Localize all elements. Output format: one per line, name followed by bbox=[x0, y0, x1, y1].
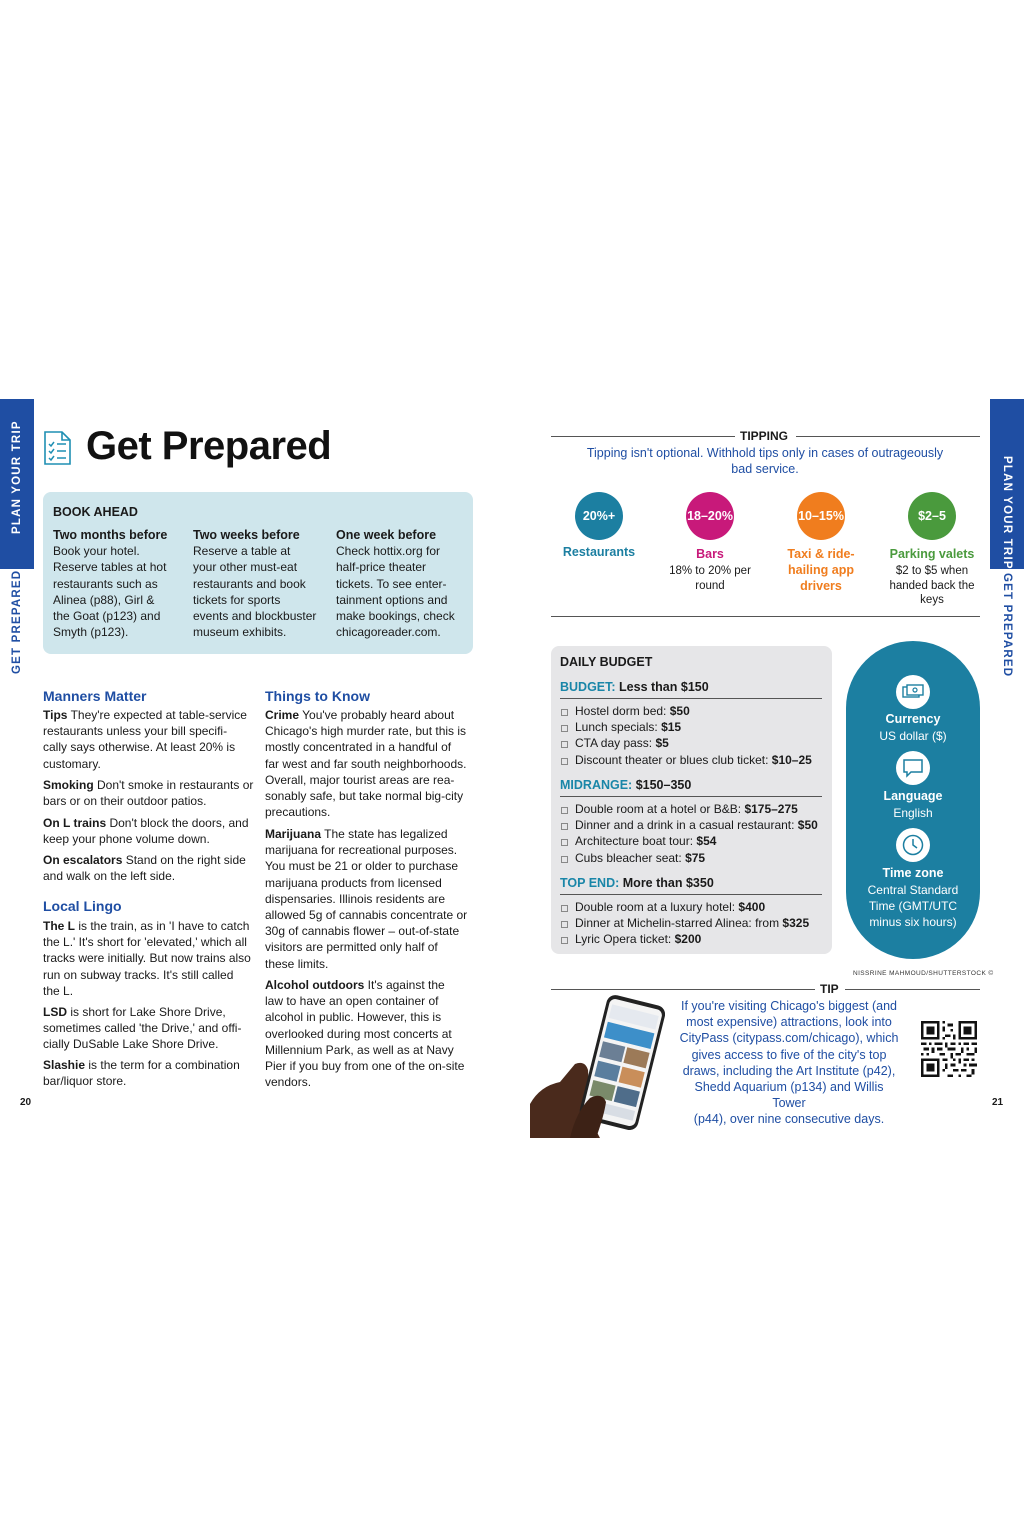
book-ahead-line: your other must-eat bbox=[193, 560, 298, 575]
line: run on subway tracks. It's still called bbox=[43, 967, 234, 982]
book-ahead-heading: BOOK AHEAD bbox=[53, 505, 138, 519]
book-ahead-line: restaurants such as bbox=[53, 576, 158, 591]
book-ahead-line: Reserve tables at hot bbox=[53, 560, 167, 575]
list-item: Dinner and a drink in a casual restaurant: $50 bbox=[560, 817, 818, 833]
qr-code-icon[interactable] bbox=[921, 1021, 977, 1077]
tip-circle-restaurants: 20%+ bbox=[575, 492, 623, 540]
tip-line: most expensive) attractions, look into bbox=[686, 1015, 892, 1030]
book-ahead-col-1 bbox=[53, 527, 167, 640]
money-icon bbox=[896, 675, 930, 709]
essential-value: Time (GMT/UTC bbox=[868, 899, 958, 913]
book-ahead-line: chicagoreader.com. bbox=[336, 625, 441, 640]
essential-value: US dollar ($) bbox=[879, 729, 947, 743]
manners-tips bbox=[43, 707, 258, 772]
line: dispensaries. Illinois residents are bbox=[265, 891, 446, 906]
essential-value: minus six hours) bbox=[869, 915, 957, 929]
book-ahead-line: tainment options and bbox=[336, 592, 448, 607]
budget-list bbox=[560, 703, 812, 768]
book-ahead-col-title: Two weeks before bbox=[193, 528, 300, 542]
line: is short for Lake Shore Drive, bbox=[67, 1005, 226, 1019]
book-ahead-line: Smyth (p123). bbox=[53, 625, 129, 640]
line: sonably safe, but take normal big-city bbox=[265, 789, 464, 804]
speech-bubble-icon bbox=[896, 751, 930, 785]
term: The L bbox=[43, 919, 75, 933]
things-crime bbox=[265, 707, 480, 820]
tier-rule bbox=[560, 894, 822, 895]
line: cially DuSable Lake Shore Drive. bbox=[43, 1037, 219, 1052]
left-tab-plan-your-trip: PLAN YOUR TRIP bbox=[11, 420, 23, 534]
tip-circle-bars: 18–20% bbox=[686, 492, 734, 540]
lingo-slashie bbox=[43, 1057, 263, 1089]
tip-label-restaurants: Restaurants bbox=[562, 545, 636, 559]
essential-value: English bbox=[893, 806, 933, 820]
tier-rule bbox=[560, 796, 822, 797]
tip-line: CityPass (citypass.com/chicago), which bbox=[679, 1031, 899, 1046]
book-ahead-col-title: One week before bbox=[336, 528, 437, 542]
tipping-bottom-rule bbox=[551, 616, 980, 617]
book-ahead-line: half-price theater bbox=[336, 560, 427, 575]
line: Overall, major tourist areas are rea- bbox=[265, 772, 455, 787]
tier-range: Less than $150 bbox=[619, 680, 709, 694]
line: is the term for a combination bbox=[85, 1058, 240, 1072]
tip-line: gives access to five of the city's top bbox=[691, 1047, 887, 1062]
term: Slashie bbox=[43, 1058, 86, 1072]
line: is the train, as in 'I have to catch bbox=[75, 919, 250, 933]
tip-text bbox=[679, 998, 899, 1128]
line: bar/liquor store. bbox=[43, 1074, 127, 1089]
tip-rule-right bbox=[845, 989, 980, 990]
budget-tier-budget bbox=[560, 680, 709, 694]
list-item: Hostel dorm bed: $50 bbox=[560, 703, 812, 719]
term: Crime bbox=[265, 708, 300, 722]
line: Don't smoke in restaurants or bbox=[93, 778, 254, 792]
tipping-subtitle: Tipping isn't optional. Withhold tips only in cases of outrageously bad service. bbox=[586, 446, 944, 476]
phone-in-hand-image bbox=[530, 994, 665, 1138]
things-marijuana bbox=[265, 826, 480, 972]
line: restaurants unless your bill specifi- bbox=[43, 724, 228, 739]
daily-budget-box bbox=[551, 646, 832, 954]
tip-line: draws, including the Art Institute (p42), bbox=[682, 1063, 896, 1078]
essentials-pill bbox=[846, 641, 980, 959]
essential-label: Language bbox=[883, 789, 943, 803]
book-ahead-line: make bookings, check bbox=[336, 609, 455, 624]
book-ahead-line: events and blockbuster bbox=[193, 609, 317, 624]
tier-name: BUDGET: bbox=[560, 680, 616, 694]
book-ahead-line: restaurants and book bbox=[193, 576, 306, 591]
tier-range: More than $350 bbox=[622, 876, 714, 890]
line: tracks were initially. But now trains also bbox=[43, 951, 251, 966]
tip-line: (p44), over nine consecutive days. bbox=[693, 1112, 885, 1127]
line: 30g of cannabis flower – out-of-state bbox=[265, 924, 460, 939]
list-item: Dinner at Michelin-starred Alinea: from $325 bbox=[560, 915, 809, 931]
list-item: Cubs bleacher seat: $75 bbox=[560, 850, 818, 866]
manners-heading: Manners Matter bbox=[43, 688, 147, 704]
tip-heading: TIP bbox=[820, 982, 839, 996]
budget-tier-midrange bbox=[560, 778, 691, 792]
book-ahead-col-title: Two months before bbox=[53, 528, 168, 542]
tip-circle-valets: $2–5 bbox=[908, 492, 956, 540]
line: It's against the bbox=[364, 978, 445, 992]
tip-circle-taxi: 10–15% bbox=[797, 492, 845, 540]
book-ahead-line: museum exhibits. bbox=[193, 625, 287, 640]
tip-rule-left bbox=[551, 989, 815, 990]
left-side-tab bbox=[0, 399, 34, 689]
line: and walk on the left side. bbox=[43, 869, 176, 884]
budget-heading: DAILY BUDGET bbox=[560, 655, 653, 669]
list-item: Double room at a hotel or B&B: $175–275 bbox=[560, 801, 818, 817]
line: You've probably heard about bbox=[299, 708, 455, 722]
checklist-icon bbox=[42, 431, 72, 465]
line: Don't block the doors, and bbox=[106, 816, 249, 830]
line: Millennium Park, as well as at Navy bbox=[265, 1042, 454, 1057]
tipping-heading: TIPPING bbox=[740, 429, 789, 443]
essential-label: Time zone bbox=[882, 866, 944, 880]
line: bars or on their outdoor patios. bbox=[43, 794, 207, 809]
tip-label-bars: Bars bbox=[696, 547, 724, 561]
tier-name: TOP END: bbox=[560, 876, 620, 890]
book-ahead-box bbox=[43, 492, 473, 654]
tier-rule bbox=[560, 698, 822, 699]
book-ahead-line: Book your hotel. bbox=[53, 544, 140, 559]
term: On L trains bbox=[43, 816, 107, 830]
page-title: Get Prepared bbox=[86, 424, 332, 468]
line: far west and far south neighborhoods. bbox=[265, 756, 467, 771]
lingo-lsd bbox=[43, 1004, 263, 1053]
term: On escalators bbox=[43, 853, 123, 867]
tip-line: If you're visiting Chicago's biggest (and bbox=[681, 999, 897, 1013]
term: Tips bbox=[43, 708, 68, 722]
line: cally says otherwise. At least 20% is bbox=[43, 740, 236, 755]
manners-smoking bbox=[43, 777, 258, 809]
line: They're expected at table-service bbox=[67, 708, 247, 722]
essential-label: Currency bbox=[885, 712, 941, 726]
line: Pier if you buy from one of the on-site bbox=[265, 1059, 465, 1074]
line: alcohol in public. However, this is bbox=[265, 1010, 442, 1025]
photo-credit: NISSRINE MAHMOUD/SHUTTERSTOCK © bbox=[853, 970, 994, 977]
term: LSD bbox=[43, 1005, 67, 1019]
book-ahead-line: Check hottix.org for bbox=[336, 544, 441, 559]
book-ahead-col-2 bbox=[193, 527, 316, 640]
list-item: Double room at a luxury hotel: $400 bbox=[560, 899, 809, 915]
tip-line: Shedd Aquarium (p134) and Willis Tower bbox=[694, 1080, 884, 1111]
right-tab-get-prepared: GET PREPARED bbox=[1001, 573, 1013, 678]
essential-value: Central Standard bbox=[867, 883, 959, 897]
book-ahead-line: tickets. To see enter- bbox=[336, 576, 447, 591]
book-ahead-line: Reserve a table at bbox=[193, 544, 291, 559]
list-item: Lunch specials: $15 bbox=[560, 719, 812, 735]
line: marijuana products from licensed bbox=[265, 875, 442, 890]
book-ahead-line: tickets for sports bbox=[193, 592, 281, 607]
line: customary. bbox=[43, 756, 101, 771]
line: sometimes called 'the Drive,' and offi- bbox=[43, 1021, 242, 1036]
tier-name: MIDRANGE: bbox=[560, 778, 633, 792]
tip-desc-valets: $2 to $5 when handed back the keys bbox=[889, 565, 975, 606]
term: Smoking bbox=[43, 778, 94, 792]
line: keep your phone volume down. bbox=[43, 832, 210, 847]
budget-list bbox=[560, 899, 809, 948]
tier-range: $150–350 bbox=[635, 778, 692, 792]
line: law to have an open container of bbox=[265, 994, 439, 1009]
line: vendors. bbox=[265, 1075, 312, 1090]
book-ahead-line: Alinea (p88), Girl & bbox=[53, 592, 155, 607]
line: mostly concentrated in a handful of bbox=[265, 740, 452, 755]
tip-desc-bars: 18% to 20% per round bbox=[669, 565, 751, 592]
line: the L.' It's short for 'elevated,' which all bbox=[43, 935, 247, 950]
things-alcohol bbox=[265, 977, 480, 1090]
page-number-left: 20 bbox=[20, 1097, 32, 1108]
line: Chicago's high murder rate, but this is bbox=[265, 724, 467, 739]
budget-list bbox=[560, 801, 818, 866]
left-tab-get-prepared: GET PREPARED bbox=[11, 569, 23, 674]
line: overlooked during most concerts at bbox=[265, 1026, 452, 1041]
clock-icon bbox=[896, 828, 930, 862]
line: Stand on the right side bbox=[122, 853, 246, 867]
tipping-rule-right bbox=[796, 436, 980, 437]
book-ahead-line: the Goat (p123) and bbox=[53, 609, 161, 624]
list-item: Lyric Opera ticket: $200 bbox=[560, 931, 809, 947]
line: precautions. bbox=[265, 805, 331, 820]
line: visitors are permitted only half of bbox=[265, 940, 438, 955]
tip-label-taxi: Taxi & ride-hailing app drivers bbox=[787, 547, 855, 593]
right-side-tab bbox=[990, 399, 1024, 689]
lingo-the-l bbox=[43, 918, 263, 999]
term: Marijuana bbox=[265, 827, 322, 841]
budget-tier-top-end bbox=[560, 876, 714, 890]
tip-label-valets: Parking valets bbox=[889, 547, 975, 561]
things-heading: Things to Know bbox=[265, 688, 370, 704]
book-ahead-col-3 bbox=[336, 527, 455, 640]
lingo-heading: Local Lingo bbox=[43, 898, 122, 914]
list-item: Discount theater or blues club ticket: $10–25 bbox=[560, 752, 812, 768]
term: Alcohol outdoors bbox=[265, 978, 365, 992]
line: The state has legalized bbox=[321, 827, 448, 841]
line: these limits. bbox=[265, 956, 329, 971]
tipping-rule-left bbox=[551, 436, 735, 437]
manners-escalators bbox=[43, 852, 258, 884]
line: allowed 5g of cannabis concentrate or bbox=[265, 908, 468, 923]
list-item: Architecture boat tour: $54 bbox=[560, 833, 818, 849]
manners-l-trains bbox=[43, 815, 258, 847]
list-item: CTA day pass: $5 bbox=[560, 735, 812, 751]
line: You must be 21 or older to purchase bbox=[265, 859, 459, 874]
line: marijuana for recreational purposes. bbox=[265, 843, 458, 858]
right-tab-plan-your-trip: PLAN YOUR TRIP bbox=[1001, 456, 1013, 570]
page-number-right: 21 bbox=[992, 1097, 1004, 1108]
line: the L. bbox=[43, 983, 74, 998]
